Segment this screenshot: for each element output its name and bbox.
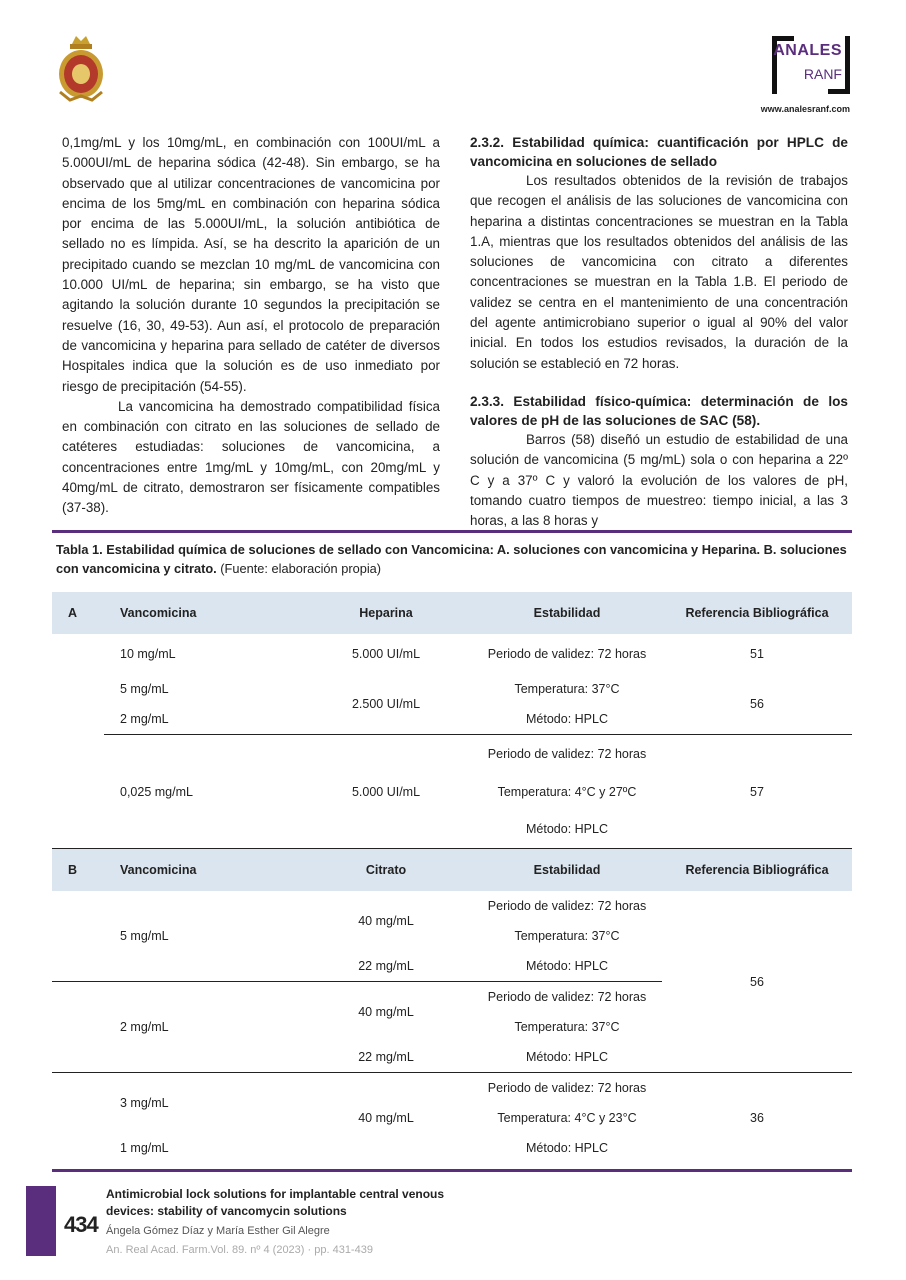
column-header: Referencia Bibliográfica <box>662 849 852 892</box>
table-cell: Periodo de validez: 72 horas <box>472 735 662 773</box>
paragraph: 0,1mg/mL y los 10mg/mL, en combinación con 100UI/mL a 5.000UI/mL de heparina sódica (42-48). Sin embargo, se ha observado que al utilizar concentraciones de vancomicina por encima de los 5mg/mL en combinación con heparina sódica por encima de las 5.000UI/mL, la solución antibiótica de sellado no es límpida. Así, se ha descrito la aparición de un precipitado cuando se mezclan 10 mg/mL de vancomicina con 10.000 UI/mL de heparina; sin embargo, se ha visto que agitando la solución durante 10 segundos la precipitación se resuelve (16, 30, 49-53). Aun así, el protocolo de preparación de vancomicina y heparina para sellado de catéter de diversos Hospitales indica que la solución es de uso inmediato por riesgo de precipitación (54-55). <box>62 135 440 394</box>
column-header: Vancomicina <box>104 592 300 634</box>
table-row <box>52 1073 852 1104</box>
table-header-row <box>52 849 852 892</box>
paragraph: La vancomicina ha demostrado compatibilidad física en combinación con citrato en las soluciones de sellado de catéteres estudiadas: soluciones de vancomicina, a concentraciones entre 1mg/mL y 10mg/mL, con 20mg/mL y 40mg/mL de citrato, demostraron ser físicamente compatibles (37-38). <box>62 398 440 516</box>
column-header: Citrato <box>300 849 472 892</box>
table-cell: 40 mg/mL <box>300 1073 472 1164</box>
table-cell: 40 mg/mL <box>300 982 472 1043</box>
table-cell: Periodo de validez: 72 horas <box>487 647 647 661</box>
article-title: Antimicrobial lock solutions for implantable central venous devices: stability of vancomycin solutions <box>106 1187 445 1218</box>
logo-ranf-text: RANF <box>803 66 842 82</box>
paragraph: Los resultados obtenidos de la revisión de trabajos que recogen el análisis de las soluciones de vancomicina con heparina a distintas concentraciones se muestran en la Tabla 1.A, mientras que los resultados obtenidos del análisis de las soluciones de vancomicina con citrato a diferentes concentraciones se muestran en la Tabla 1.B. El periodo de validez se centra en el mantenimiento de una concentración del agente antimicrobiano superior o igual al 90% del valor inicial. En todos los estudios revisados, la duración de la solución se estableció en 72 horas. <box>470 173 848 371</box>
stability-table <box>52 592 852 1163</box>
table-cell: 57 <box>662 735 852 849</box>
table-row <box>52 674 852 704</box>
table-cell: Temperatura: 37°C <box>514 929 620 943</box>
table-cell: 22 mg/mL <box>358 959 414 973</box>
column-header: Heparina <box>300 592 472 634</box>
caption-title: Tabla 1. Estabilidad química de soluciones de sellado con Vancomicina: A. soluciones con vancomicina y Heparina. B. soluciones con vancomicina y citrato. <box>56 542 847 576</box>
table-cell: 5.000 UI/mL <box>300 735 472 849</box>
section-label: B <box>52 849 104 892</box>
right-column <box>470 133 848 531</box>
column-header: Referencia Bibliográfica <box>662 592 852 634</box>
authors: Ángela Gómez Díaz y María Esther Gil Alegre <box>106 1225 330 1237</box>
table-cell: Periodo de validez: 72 horas <box>472 982 662 1013</box>
table-row <box>52 891 852 921</box>
table-cell: 2.500 UI/mL <box>351 697 421 711</box>
table-row <box>52 735 852 773</box>
table-cell: Periodo de validez: 72 horas <box>487 899 647 913</box>
table-header-row <box>52 592 852 634</box>
left-column <box>62 133 440 519</box>
table-cell: 56 <box>750 974 764 989</box>
table-cell: Temperatura: 4°C y 23°C <box>497 1111 637 1125</box>
table-cell: 56 <box>750 697 764 711</box>
table-cell: 51 <box>750 647 764 661</box>
website-url: www.analesranf.com <box>760 104 850 114</box>
table-cell: Método: HPLC <box>526 712 608 726</box>
divider <box>52 530 852 533</box>
table-cell: 10 mg/mL <box>120 647 176 661</box>
section-heading: 2.3.3. Estabilidad físico-química: determinación de los valores de pH de las soluciones de SAC (58). <box>470 393 848 428</box>
page-number: 434 <box>64 1212 98 1237</box>
caption-source: (Fuente: elaboración propia) <box>216 561 382 576</box>
table-cell: Método: HPLC <box>526 822 608 837</box>
table-cell: 5.000 UI/mL <box>351 647 421 661</box>
column-header: Estabilidad <box>472 849 662 892</box>
section-label: A <box>52 592 104 634</box>
divider <box>52 1169 852 1172</box>
logo-anales-text: ANALES <box>773 42 842 59</box>
table-cell: Temperatura: 37°C <box>514 1020 620 1034</box>
paragraph: Barros (58) diseñó un estudio de estabilidad de una solución de vancomicina (5 mg/mL) sola o con heparina a 22º C y a 37º C y valoró la evolución de los valores de pH, tomando cuatro tiempos de muestreo: tiempo inicial, a las 3 horas, a las 8 horas y <box>470 431 848 529</box>
table-cell: Método: HPLC <box>526 1050 608 1064</box>
footer-color-bar <box>26 1186 56 1256</box>
table-row <box>52 634 852 674</box>
table-cell: 1 mg/mL <box>120 1141 169 1155</box>
table-cell: Temperatura: 37°C <box>514 682 620 696</box>
academy-seal-logo <box>50 32 112 106</box>
table-cell: Método: HPLC <box>526 1141 608 1155</box>
journal-citation: An. Real Acad. Farm.Vol. 89. nº 4 (2023) · pp. 431-439 <box>106 1244 373 1256</box>
table-cell: Periodo de validez: 72 horas <box>472 1073 662 1104</box>
table-cell: 5 mg/mL <box>120 929 169 943</box>
column-header: Estabilidad <box>472 592 662 634</box>
table-cell: Método: HPLC <box>526 959 608 973</box>
table-caption <box>56 540 851 578</box>
table-cell: 2 mg/mL <box>120 712 169 726</box>
table-cell: 36 <box>662 1073 852 1164</box>
table-cell: 0,025 mg/mL <box>104 735 300 849</box>
anales-ranf-logo <box>772 36 850 94</box>
table-cell: 22 mg/mL <box>358 1050 414 1064</box>
table-cell: 5 mg/mL <box>120 682 169 696</box>
column-header: Vancomicina <box>104 849 300 892</box>
table-cell: 2 mg/mL <box>104 982 300 1073</box>
table-cell: 40 mg/mL <box>358 914 414 928</box>
table-cell: Temperatura: 4°C y 27ºC <box>497 784 637 799</box>
table-cell: 3 mg/mL <box>104 1073 300 1134</box>
section-heading: 2.3.2. Estabilidad química: cuantificación por HPLC de vancomicina en soluciones de sellado <box>470 135 848 169</box>
